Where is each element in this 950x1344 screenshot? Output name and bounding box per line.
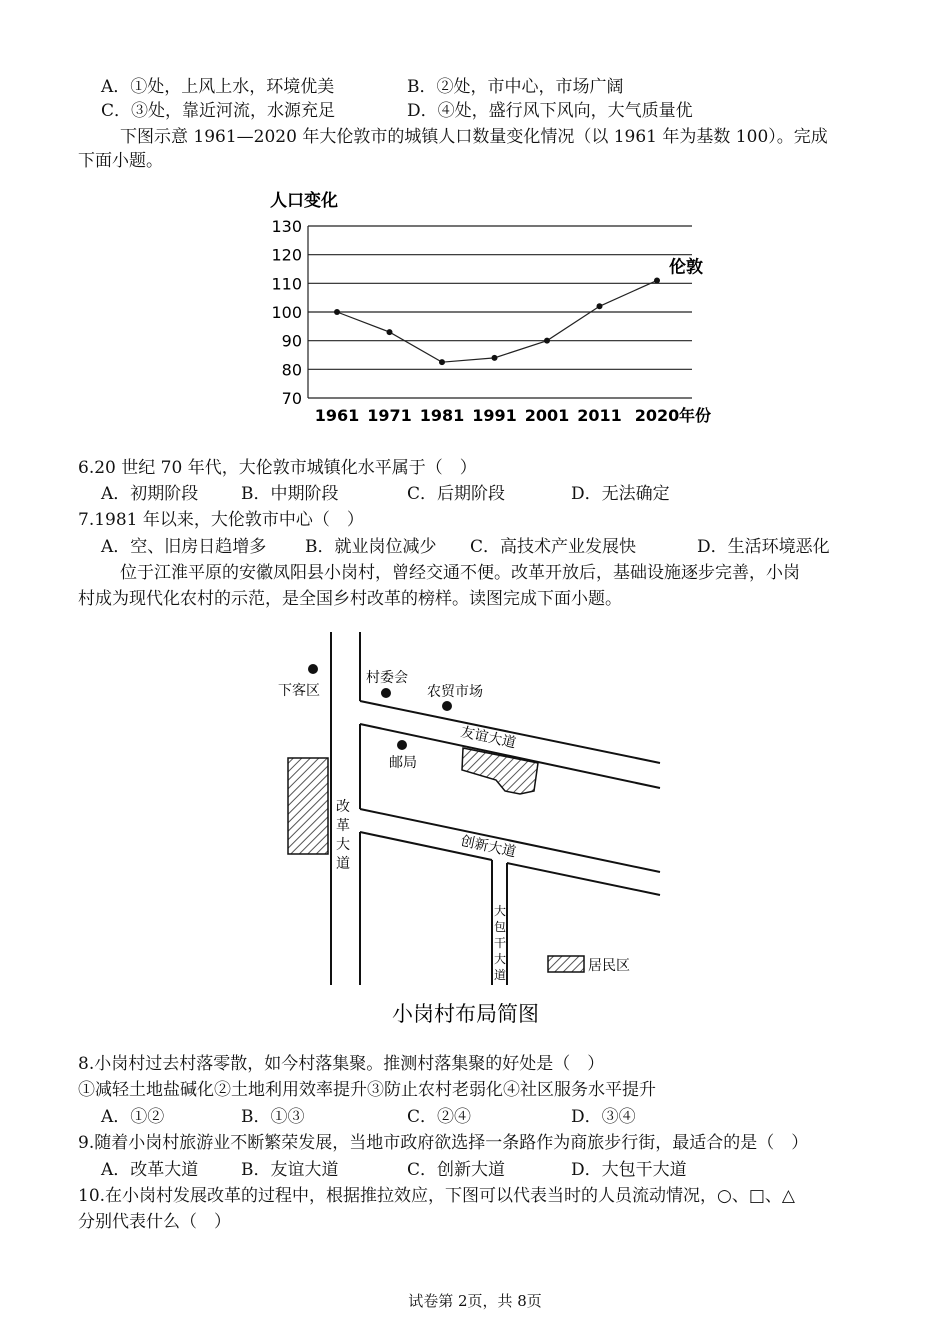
chart-series-label: 伦敦	[669, 257, 703, 278]
dabaogan-char-1: 大	[494, 904, 507, 918]
q9-option-a: A．改革大道	[101, 1160, 199, 1180]
london-intro-line1: 下图示意 1961—2020 年大伦敦市的城镇人口数量变化情况（以 1961 年为基数 100）。完成	[120, 127, 828, 147]
q10-line2: 分别代表什么（ ）	[78, 1212, 231, 1232]
page-footer: 试卷第 2页，共 8页	[408, 1292, 542, 1310]
q7-option-b: B．就业岗位减少	[305, 537, 437, 557]
q9-option-d: D．大包干大道	[571, 1160, 687, 1180]
dabaogan-char-3: 干	[494, 936, 507, 950]
chart-ytick-label: 70	[281, 389, 302, 408]
cunweihui-point	[381, 688, 391, 698]
xiaogang-intro-line2: 村成为现代化农村的示范，是全国乡村改革的榜样。读图完成下面小题。	[78, 589, 622, 609]
legend-swatch	[548, 956, 584, 972]
legend-label: 居民区	[588, 958, 630, 974]
gaige-char-4: 道	[336, 856, 350, 872]
q8-option-a: A．①②	[101, 1107, 165, 1127]
chuangxin-road-top-edge	[360, 809, 660, 872]
chart-data-point	[387, 329, 393, 335]
youju-point	[397, 740, 407, 750]
dabaogan-char-5: 道	[494, 968, 507, 982]
q8-option-d: D．③④	[571, 1107, 636, 1127]
dabaogan-road-label	[494, 903, 506, 982]
chart-ytick-label: 80	[281, 360, 302, 380]
q8-stem: 8.小岗村过去村落零散，如今村落集聚。推测村落集聚的好处是（ ）	[78, 1054, 605, 1074]
q6-stem: 6.20 世纪 70 年代，大伦敦市城镇化水平属于（ ）	[78, 458, 477, 478]
residential-area-west	[288, 758, 328, 854]
gaige-char-1: 改	[336, 799, 350, 815]
q6-option-b: B．中期阶段	[241, 484, 339, 504]
dabaogan-char-4: 大	[494, 952, 507, 966]
gaige-char-2: 革	[336, 818, 350, 834]
q7-option-a: A．空、旧房日趋增多	[101, 537, 267, 557]
london-intro-line2: 下面小题。	[78, 151, 163, 171]
gaige-road-label	[336, 799, 350, 872]
q9-option-b: B．友谊大道	[241, 1160, 339, 1180]
q8-option-c: C．②④	[407, 1107, 472, 1127]
xiakequ-point	[308, 664, 318, 674]
youyi-road-label: 友谊大道	[459, 724, 518, 752]
xiaogang-intro-line1: 位于江淮平原的安徽凤阳县小岗村，曾经交通不便。改革开放后，基础设施逐步完善，小岗	[120, 563, 800, 583]
chart-data-point	[334, 309, 340, 315]
chart-data-point	[492, 355, 498, 361]
chart-xtick-label: 1981	[419, 406, 465, 425]
chart-xtick-label: 1971	[367, 406, 412, 425]
chart-ytick-label: 90	[281, 331, 302, 351]
nongmao-point	[442, 701, 452, 711]
map-title: 小岗村布局简图	[392, 1002, 539, 1026]
london-population-chart	[260, 184, 740, 434]
q7-stem: 7.1981 年以来，大伦敦市中心（ ）	[78, 510, 364, 530]
cunweihui-label: 村委会	[366, 670, 408, 686]
chart-xtick-label: 1961	[314, 406, 360, 425]
q6-option-c: C．后期阶段	[407, 484, 506, 504]
chart-ylabel: 人口变化	[270, 191, 338, 211]
chart-data-point	[654, 277, 660, 283]
youju-label: 邮局	[389, 755, 417, 771]
q9-stem: 9.随着小岗村旅游业不断繁荣发展，当地市政府欲选择一条路作为商旅步行街，最适合的是（ ）	[78, 1133, 809, 1153]
q5-option-a: A．①处，上风上水，环境优美	[101, 77, 335, 97]
chart-ytick-label: 120	[271, 245, 302, 265]
chuangxin-road-label: 创新大道	[459, 833, 518, 861]
q7-option-c: C．高技术产业发展快	[470, 537, 637, 557]
chart-data-point	[439, 359, 445, 365]
chart-xtick-label: 1991	[472, 406, 517, 425]
chart-data-point	[544, 338, 550, 344]
chart-xlabel: 年份	[679, 406, 712, 425]
chart-xtick-label: 2020	[634, 406, 680, 425]
chart-xtick-label: 2001	[524, 406, 570, 425]
youyi-road-top-edge	[360, 701, 660, 763]
q5-option-d: D．④处，盛行风下风向，大气质量优	[407, 101, 693, 121]
gaige-char-3: 大	[336, 837, 350, 853]
xiakequ-label: 下客区	[278, 683, 320, 699]
chart-xtick-label: 2011	[577, 406, 622, 425]
q8-option-b: B．①③	[241, 1107, 305, 1127]
chart-ytick-label: 130	[271, 217, 302, 236]
chart-ytick-label: 110	[271, 274, 302, 294]
q6-option-d: D．无法确定	[571, 484, 670, 504]
nongmao-label: 农贸市场	[427, 684, 483, 700]
q7-option-d: D．生活环境恶化	[697, 537, 830, 557]
residential-area-youyi	[462, 748, 538, 794]
q5-option-b: B．②处，市中心，市场广阔	[407, 77, 624, 97]
dabaogan-char-2: 包	[494, 920, 507, 934]
q9-option-c: C．创新大道	[407, 1160, 506, 1180]
q8-items: ①减轻土地盐碱化②土地利用效率提升③防止农村老弱化④社区服务水平提升	[78, 1080, 656, 1100]
q10-line1: 10.在小岗村发展改革的过程中，根据推拉效应，下图可以代表当时的人员流动情况，○、□、△	[78, 1186, 796, 1206]
xiaogang-layout-map	[270, 628, 670, 1033]
q6-option-a: A．初期阶段	[101, 484, 199, 504]
chart-ytick-label: 100	[271, 303, 302, 322]
chart-series-line	[337, 280, 657, 362]
chart-data-point	[597, 303, 603, 309]
q5-option-c: C．③处，靠近河流，水源充足	[101, 101, 336, 121]
